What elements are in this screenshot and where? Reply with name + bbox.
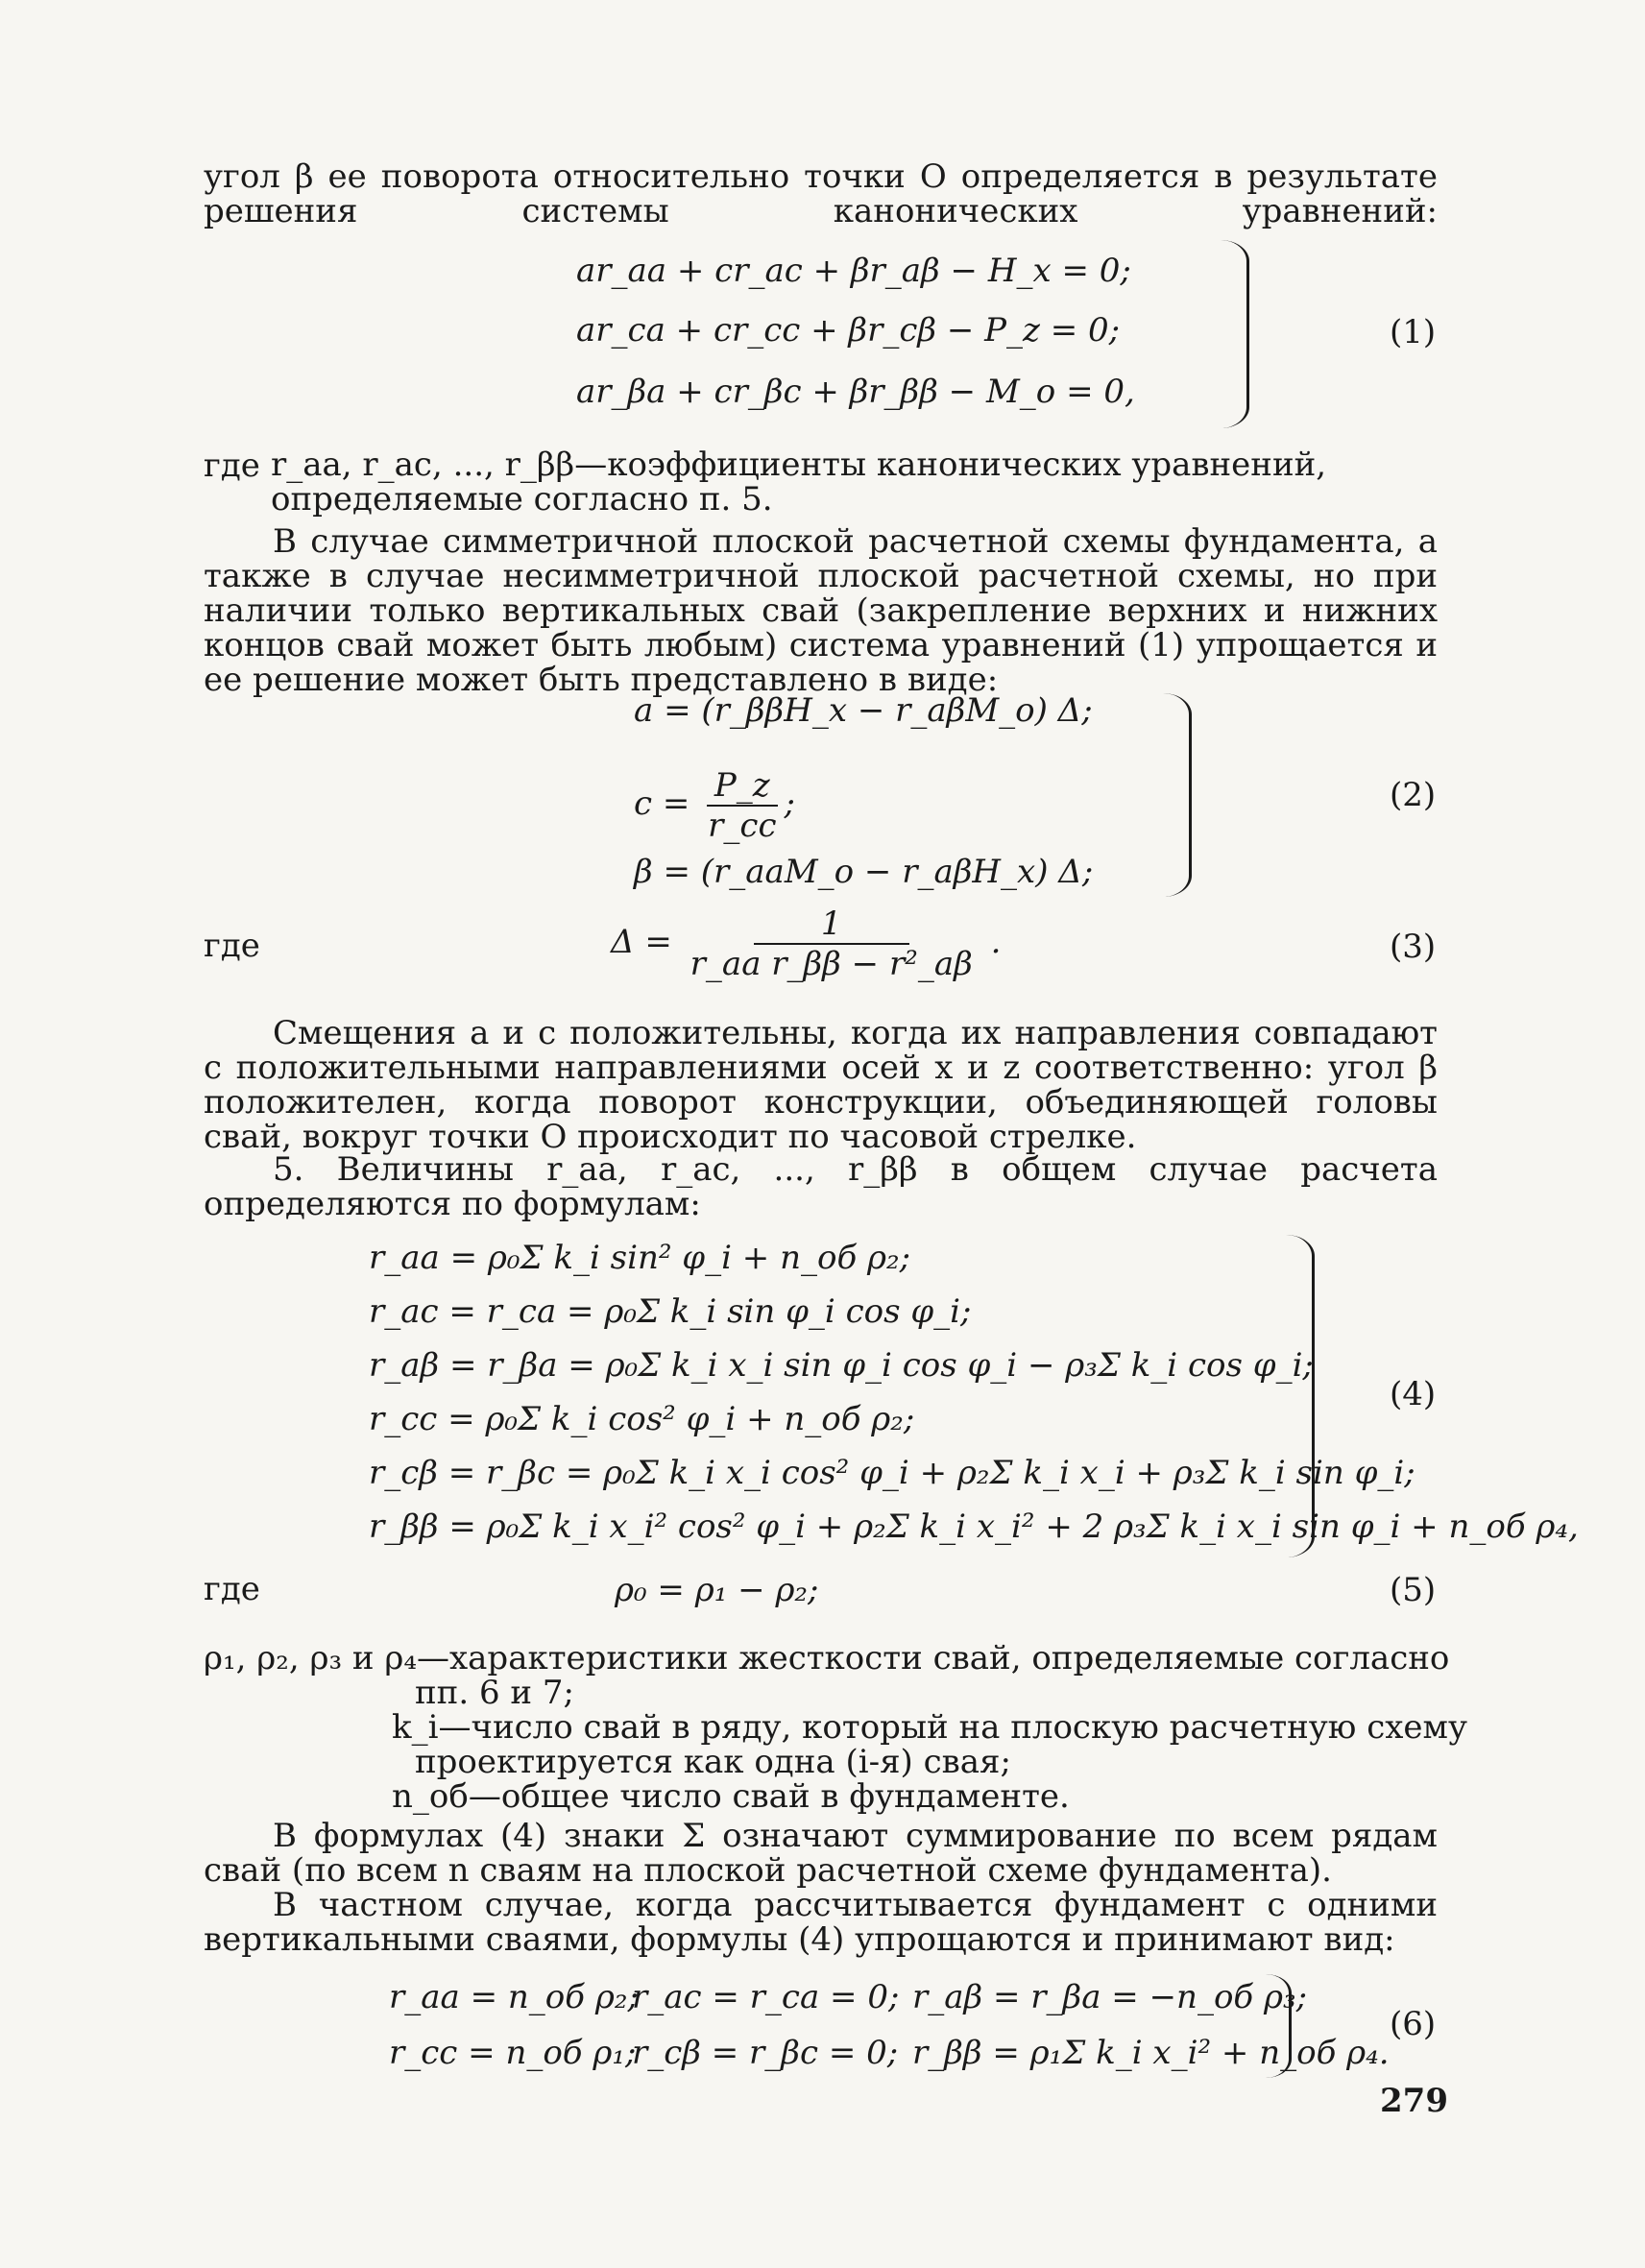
equation-6-r1-c2: r_ac = r_ca = 0; bbox=[632, 1978, 900, 2016]
equation-1-number: (1) bbox=[1390, 313, 1437, 351]
equation-6-r2-c2: r_cβ = r_βc = 0; bbox=[632, 2034, 899, 2072]
n-definition: n_об—общее число свай в фундаменте. bbox=[392, 1777, 1070, 1816]
equation-1-line-3: ar_βa + cr_βc + βr_ββ − M_o = 0, bbox=[576, 373, 1135, 411]
equation-1-brace bbox=[1220, 240, 1249, 428]
k-definition: k_i—число свай в ряду, который на плоскую расчетную схему bbox=[392, 1708, 1467, 1747]
equation-2-brace bbox=[1162, 693, 1192, 897]
equation-4-line-2: r_ac = r_ca = ρ₀Σ k_i sin φ_i cos φ_i; bbox=[369, 1292, 972, 1331]
where-label-3: где bbox=[204, 927, 260, 965]
rho-definition-cont: пп. 6 и 7; bbox=[415, 1674, 574, 1712]
equation-2-number: (2) bbox=[1390, 776, 1437, 814]
equation-4-number: (4) bbox=[1390, 1375, 1437, 1413]
page-number: 279 bbox=[1380, 2082, 1448, 2120]
equation-4-line-5: r_cβ = r_βc = ρ₀Σ k_i x_i cos² φ_i + ρ₂Σ k_i x_i + ρ₃Σ k_i sin φ_i; bbox=[369, 1454, 1415, 1492]
equation-2-c-fraction bbox=[700, 766, 784, 845]
coefficients-definition: r_aa, r_ac, ..., r_ββ—коэффициенты канонических уравнений, определяемые согласно п. 5. bbox=[271, 446, 1327, 519]
where-label-1: где bbox=[204, 446, 260, 485]
equation-5-number: (5) bbox=[1390, 1571, 1437, 1609]
equation-4-brace bbox=[1285, 1235, 1315, 1557]
k-definition-cont: проектируется как одна (i-я) свая; bbox=[415, 1743, 1011, 1781]
sigma-paragraph: В формулах (4) знаки Σ означают суммирование по всем рядам свай (по всем n сваям на плоской расчетной схеме фундамента). bbox=[204, 1817, 1438, 1890]
equation-1-line-1: ar_aa + cr_ac + βr_aβ − H_x = 0; bbox=[576, 252, 1131, 290]
equation-3-number: (3) bbox=[1390, 928, 1437, 966]
equation-2-c-denominator: r_cc bbox=[708, 807, 777, 845]
equation-6-r1-c1: r_aa = n_об ρ₂; bbox=[389, 1978, 639, 2016]
equation-2-c-lhs: c = bbox=[634, 784, 690, 823]
equation-3-numerator: 1 bbox=[754, 905, 909, 945]
equation-4-line-1: r_aa = ρ₀Σ k_i sin² φ_i + n_об ρ₂; bbox=[369, 1239, 911, 1277]
equation-3: Δ = $\frac{1}{\text{r\_aa r\_ββ − r²\_aβ}}$ . bbox=[611, 905, 1002, 983]
equation-4-line-6: r_ββ = ρ₀Σ k_i x_i² cos² φ_i + ρ₂Σ k_i x_i² + 2 ρ₃Σ k_i x_i sin φ_i + n_об ρ₄, bbox=[369, 1508, 1579, 1546]
equation-2-c-numerator: P_z bbox=[707, 766, 778, 807]
equation-4-line-4: r_cc = ρ₀Σ k_i cos² φ_i + n_об ρ₂; bbox=[369, 1400, 915, 1438]
displacements-paragraph: Смещения a и c положительны, когда их направления совпадают с положительными направлениями осей x и z соответственно: угол β положителен, когда поворот конструкции, объединяющей головы свай, вокруг точки O происходит по часовой стрелке. bbox=[204, 1014, 1438, 1156]
equation-6-r2-c1: r_cc = n_об ρ₁; bbox=[389, 2034, 637, 2072]
equation-3-denominator: r_aa r_ββ − r²_aβ bbox=[689, 945, 973, 983]
item-5-paragraph: 5. Величины r_aa, r_ac, ..., r_ββ в общем случае расчета определяются по формулам: bbox=[204, 1150, 1438, 1223]
equation-6-r2-c3: r_ββ = ρ₁Σ k_i x_i² + n_об ρ₄. bbox=[912, 2034, 1390, 2072]
special-case-paragraph: В частном случае, когда рассчитывается фундамент с одними вертикальными сваями, формулы (4) упрощаются и принимают вид: bbox=[204, 1886, 1438, 1959]
equation-2-beta: β = (r_aaM_o − r_aβH_x) Δ; bbox=[634, 853, 1094, 891]
intro-paragraph: угол β ее поворота относительно точки O определяется в результате решения системы канонических уравнений: bbox=[204, 157, 1438, 230]
symmetric-case-paragraph: В случае симметричной плоской расчетной схемы фундамента, а также в случае несимметричной плоской расчетной схемы, но при наличии только вертикальных свай (закрепление верхних и нижних концов свай может быть любым) система уравнений (1) упрощается и ее решение может быть представлено в виде: bbox=[204, 522, 1438, 699]
equation-6-brace bbox=[1266, 1974, 1292, 2078]
rho-definition: ρ₁, ρ₂, ρ₃ и ρ₄—характеристики жесткости свай, определяемые согласно bbox=[204, 1639, 1450, 1677]
equation-3-lhs: Δ = bbox=[611, 923, 672, 961]
equation-5: ρ₀ = ρ₁ − ρ₂; bbox=[615, 1571, 819, 1609]
equation-6-number: (6) bbox=[1390, 2005, 1437, 2043]
equation-2-a: a = (r_ββH_x − r_aβM_o) Δ; bbox=[634, 691, 1093, 730]
equation-1-line-2: ar_ca + cr_cc + βr_cβ − P_z = 0; bbox=[576, 311, 1121, 350]
equation-6-r1-c3: r_aβ = r_βa = −n_об ρ₃; bbox=[912, 1978, 1308, 2016]
equation-3-fraction bbox=[683, 905, 980, 983]
equation-2-c: c = $\frac{P\_z}{r\_cc}$ ; bbox=[634, 766, 795, 845]
equation-4-line-3: r_aβ = r_βa = ρ₀Σ k_i x_i sin φ_i cos φ_i − ρ₃Σ k_i cos φ_i; bbox=[369, 1346, 1314, 1385]
where-label-5: где bbox=[204, 1570, 260, 1608]
